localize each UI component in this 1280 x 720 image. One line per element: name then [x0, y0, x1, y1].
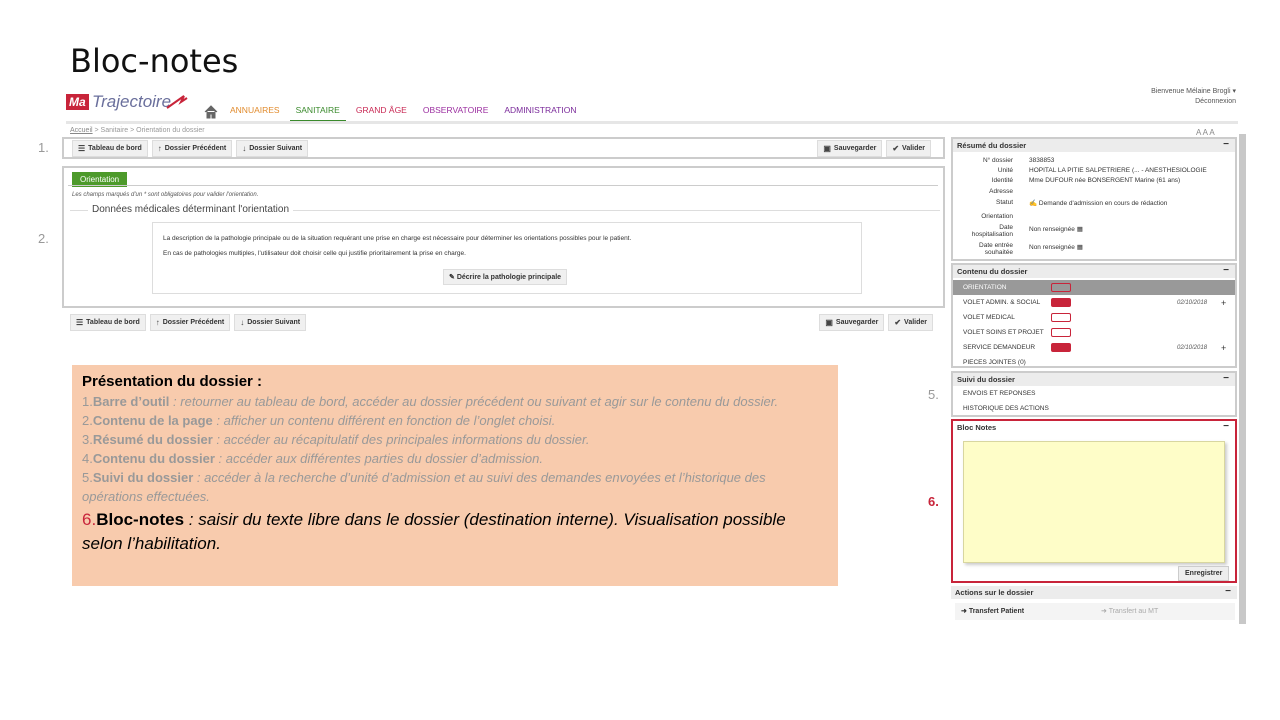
- app-logo[interactable]: [66, 92, 186, 114]
- describe-pathology-button[interactable]: ✎ Décrire la pathologie principale: [443, 269, 567, 285]
- floppy-icon: ▣: [825, 317, 833, 327]
- floppy-icon: ▣: [823, 143, 831, 153]
- nav-sanitaire[interactable]: SANITAIRE: [290, 100, 346, 122]
- prev-record-button-bottom[interactable]: ↑ Dossier Précédent: [150, 314, 230, 331]
- validate-button-bottom[interactable]: ✔ Valider: [888, 314, 933, 331]
- toolbar-bottom: [62, 311, 945, 333]
- status-badge: [1051, 283, 1071, 292]
- contenu-item-orientation[interactable]: ORIENTATION: [953, 280, 1235, 295]
- scrollbar[interactable]: [1239, 134, 1246, 624]
- collapse-icon[interactable]: −: [1223, 265, 1229, 276]
- explanation-box: [72, 365, 838, 586]
- resume-title: Résumé du dossier: [957, 141, 1027, 150]
- plus-icon: +: [1221, 342, 1227, 353]
- explanation-item-6: 6.Bloc-notes : saisir du texte libre dans le dossier (destination interne). Visualisation possible selon l’habilitation.: [82, 510, 786, 553]
- validate-button[interactable]: ✔ Valider: [886, 140, 931, 157]
- check-icon: ✔: [894, 317, 902, 327]
- logo-arrow-icon: [166, 92, 188, 112]
- contenu-item-admin[interactable]: VOLET ADMIN. & SOCIAL 02/10/2018 +: [963, 297, 1227, 308]
- record-identity: Mme DUFOUR née BONSERGENT Marine (61 ans): [1029, 177, 1181, 184]
- collapse-icon[interactable]: −: [1225, 586, 1231, 597]
- user-area: [1151, 87, 1236, 107]
- page-content: [62, 166, 945, 308]
- home-icon[interactable]: [204, 105, 218, 119]
- next-record-button[interactable]: ↓ Dossier Suivant: [236, 140, 308, 157]
- save-button[interactable]: ▣ Sauvegarder: [817, 140, 882, 157]
- toolbar-top: [62, 137, 945, 159]
- list-icon: ☰: [78, 143, 86, 153]
- marker-1: 1.: [38, 140, 49, 155]
- bloc-notes-title: Bloc Notes: [957, 423, 997, 432]
- suivi-title: Suivi du dossier: [957, 375, 1015, 384]
- pathology-text-2: En cas de pathologies multiples, l'utilisateur doit choisir celle qui justifie prioritairement la prise en charge.: [163, 250, 466, 257]
- marker-2: 2.: [38, 231, 49, 246]
- logo-text: Trajectoire: [92, 92, 172, 111]
- tab-orientation[interactable]: Orientation: [72, 172, 127, 187]
- collapse-icon[interactable]: −: [1223, 373, 1229, 384]
- record-unit: HOPITAL LA PITIE SALPETRIERE (... - ANESTHESIOLOGIE: [1029, 167, 1207, 174]
- contenu-panel: [951, 263, 1237, 368]
- status-badge: [1051, 313, 1071, 322]
- pathology-text-1: La description de la pathologie principale ou de la situation requérant une prise en charge est nécessaire pour déterminer les orientations possibles pour le patient.: [163, 235, 632, 242]
- explanation-item-2: 2.Contenu de la page : afficher un contenu différent en fonction de l’onglet choisi.: [82, 413, 556, 428]
- explanation-item-3: 3.Résumé du dossier : accéder au récapitulatif des principales informations du dossier.: [82, 432, 590, 447]
- list-icon: ☰: [76, 317, 84, 327]
- collapse-icon[interactable]: −: [1223, 139, 1229, 150]
- save-notes-button[interactable]: Enregistrer: [1178, 566, 1229, 581]
- pen-icon: ✍: [1029, 200, 1039, 207]
- bloc-notes-panel: [951, 419, 1237, 583]
- check-icon: ✔: [892, 143, 900, 153]
- transfer-patient-button[interactable]: ➜ Transfert Patient: [955, 603, 1095, 620]
- item-date: 02/10/2018: [1177, 344, 1208, 351]
- transfer-mt-button[interactable]: ➜ Transfert au MT: [1095, 603, 1235, 620]
- contenu-item-attachments[interactable]: PIECES JOINTES (0): [963, 359, 1026, 366]
- status-badge: [1051, 343, 1071, 352]
- explanation-item-1: 1.Barre d’outil : retourner au tableau de bord, accéder au dossier précédent ou suivant et agir sur le contenu du dossier.: [82, 394, 779, 409]
- marker-6: 6.: [928, 494, 939, 509]
- explanation-title: Présentation du dossier :: [82, 373, 263, 390]
- logout-link[interactable]: Déconnexion: [1195, 98, 1236, 105]
- logo-prefix: Ma: [66, 94, 89, 110]
- arrow-up-icon: ↑: [155, 317, 160, 327]
- collapse-icon[interactable]: −: [1223, 421, 1229, 432]
- breadcrumb-home[interactable]: Accueil: [70, 127, 93, 134]
- slide-title: Bloc-notes: [70, 42, 239, 80]
- save-button-bottom[interactable]: ▣ Sauvegarder: [819, 314, 884, 331]
- user-welcome[interactable]: Bienvenue Mélaine Brogli: [1151, 88, 1231, 95]
- arrow-down-icon: ↓: [242, 143, 247, 153]
- nav-grand-age[interactable]: GRAND ÂGE: [355, 105, 407, 115]
- chevron-down-icon[interactable]: ▾: [1232, 88, 1236, 95]
- actions-title: Actions sur le dossier: [955, 588, 1034, 597]
- suivi-item-envois[interactable]: ENVOIS ET REPONSES: [963, 390, 1036, 397]
- breadcrumb-path: > Sanitaire > Orientation du dossier: [92, 127, 205, 134]
- pencil-icon: ✎: [449, 274, 457, 281]
- required-hint: Les champs marqués d'un * sont obligatoires pour valider l'orientation.: [72, 192, 259, 198]
- suivi-panel: [951, 371, 1237, 417]
- breadcrumb: [70, 127, 205, 134]
- contenu-item-soins[interactable]: VOLET SOINS ET PROJET: [953, 325, 1235, 340]
- calendar-icon: ▦: [1076, 244, 1083, 251]
- prev-record-button[interactable]: ↑ Dossier Précédent: [152, 140, 232, 157]
- notes-textarea[interactable]: [963, 441, 1225, 563]
- next-record-button-bottom[interactable]: ↓ Dossier Suivant: [234, 314, 306, 331]
- explanation-item-4: 4.Contenu du dossier : accéder aux différentes parties du dossier d’admission.: [82, 451, 543, 466]
- suivi-item-historique[interactable]: HISTORIQUE DES ACTIONS: [963, 405, 1049, 412]
- contenu-title: Contenu du dossier: [957, 267, 1028, 276]
- arrow-right-icon: ➜: [961, 608, 969, 615]
- hosp-date: Non renseignée ▦: [1029, 226, 1083, 233]
- status-badge: [1051, 328, 1071, 337]
- record-status: ✍ Demande d'admission en cours de rédaction: [1029, 200, 1168, 207]
- actions-panel: [951, 586, 1237, 624]
- nav-observatoire[interactable]: OBSERVATOIRE: [422, 105, 489, 115]
- marker-5: 5.: [928, 387, 939, 402]
- arrow-right-icon: ➜: [1101, 608, 1109, 615]
- font-size-tools[interactable]: A A A: [1196, 128, 1215, 137]
- nav-administration[interactable]: ADMINISTRATION: [504, 105, 577, 115]
- explanation-item-5: 5.Suivi du dossier : accéder à la recherche d’unité d’admission et au suivi des demandes envoyées et l’historique des opérations effectuées.: [82, 470, 766, 504]
- dashboard-button[interactable]: ☰ Tableau de bord: [72, 140, 148, 157]
- entry-date: Non renseignée ▦: [1029, 244, 1083, 251]
- item-date: 02/10/2018: [1177, 299, 1208, 306]
- record-number: 3838853: [1029, 157, 1055, 164]
- contenu-item-service[interactable]: SERVICE DEMANDEUR 02/10/2018 +: [963, 342, 1227, 353]
- resume-panel: Résumé du dossier − N° dossier 3838853 Unité HOPITAL LA PITIE SALPETRIERE (... - ANESTHESIOLOGIE Identité Mme DUFOUR née BONSERGENT Marine (61 ans) Adresse Statut ✍ Demande d'admission en cours de rédaction Orientation Date hospitalisation Non renseignée ▦ Date entrée souhaitée Non renseignée ▦: [951, 137, 1237, 261]
- dashboard-button-bottom[interactable]: ☰ Tableau de bord: [70, 314, 146, 331]
- nav-divider: [66, 121, 1238, 124]
- arrow-up-icon: ↑: [157, 143, 162, 153]
- status-badge: [1051, 298, 1071, 307]
- main-nav: [200, 100, 592, 122]
- pathology-panel: [152, 222, 862, 294]
- contenu-item-medical[interactable]: VOLET MEDICAL: [953, 310, 1235, 325]
- section-title: Données médicales déterminant l'orientation: [88, 204, 293, 215]
- arrow-down-icon: ↓: [240, 317, 245, 327]
- nav-annuaires[interactable]: ANNUAIRES: [230, 105, 280, 115]
- calendar-icon: ▦: [1076, 226, 1083, 233]
- plus-icon: +: [1221, 297, 1227, 308]
